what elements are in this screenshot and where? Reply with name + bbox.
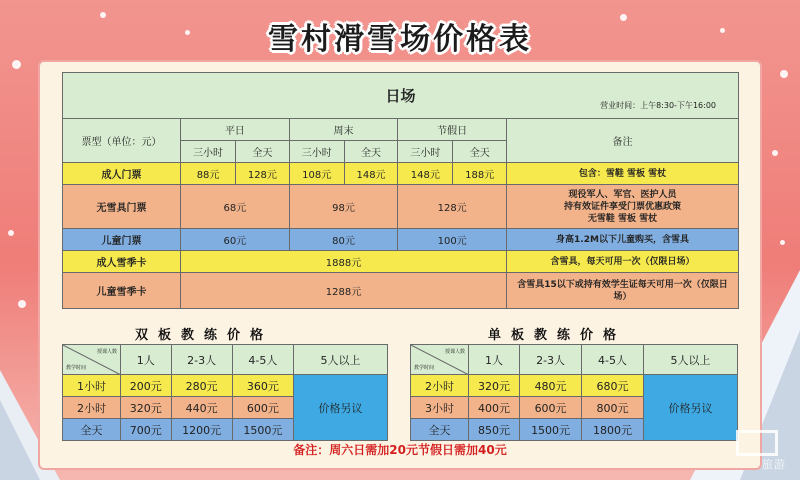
price-cell: 800元 (582, 397, 644, 419)
price-cell: 148元 (344, 163, 398, 185)
price-cell: 320元 (121, 397, 172, 419)
row-label: 无雪具门票 (63, 185, 181, 229)
day-heading: 日场 (385, 87, 416, 105)
diag-label-time: 教学时间 (66, 365, 87, 371)
price-cell: 1800元 (582, 419, 644, 441)
table-row (63, 163, 739, 185)
col-header: 5人以上 (644, 345, 738, 375)
price-cell: 68元 (181, 185, 290, 229)
price-cell: 60元 (181, 229, 290, 251)
price-cell: 1500元 (520, 419, 582, 441)
page-title: 雪村滑雪场价格表 (268, 22, 532, 57)
note-cell: 含雪具，每天可用一次（仅限日场） (507, 251, 739, 273)
price-cell: 200元 (121, 375, 172, 397)
price-cell: 1888元 (181, 251, 507, 273)
double-board-table (62, 344, 388, 441)
row-label: 2小时 (63, 397, 121, 419)
price-cell: 188元 (453, 163, 507, 185)
price-cell: 128元 (398, 185, 507, 229)
col-header: 4-5人 (582, 345, 644, 375)
row-label: 3小时 (411, 397, 469, 419)
price-cell: 1200元 (171, 419, 232, 441)
col-header: 4-5人 (232, 345, 293, 375)
price-cell: 108元 (289, 163, 344, 185)
row-label: 2小时 (411, 375, 469, 397)
watermark-logo-icon (736, 430, 778, 456)
price-cell: 280元 (171, 375, 232, 397)
snowflake-icon (12, 60, 21, 69)
business-hours: 营业时间：上午8:30-下午16:00 (600, 101, 716, 110)
row-label: 成人雪季卡 (63, 251, 181, 273)
diagonal-header (411, 345, 469, 375)
col-full-day: 全天 (236, 141, 290, 163)
diagonal-header (63, 345, 121, 375)
note-cell: 含雪具15以下或持有效学生证每天可用一次（仅限日场） (507, 273, 739, 309)
day-table-header (63, 73, 739, 119)
snowflake-icon (8, 230, 14, 236)
price-cell: 88元 (181, 163, 236, 185)
row-label: 成人门票 (63, 163, 181, 185)
price-cell: 400元 (469, 397, 520, 419)
price-cell: 360元 (232, 375, 293, 397)
row-label: 儿童门票 (63, 229, 181, 251)
negotiable-cell: 价格另议 (294, 375, 388, 441)
col-3h: 三小时 (181, 141, 236, 163)
col-weekend: 周末 (289, 119, 398, 141)
snowflake-icon (18, 300, 26, 308)
price-cell: 440元 (171, 397, 232, 419)
table-row (63, 229, 739, 251)
single-board-title: 单板教练价格 (488, 328, 627, 343)
price-cell: 128元 (236, 163, 290, 185)
col-header: 1人 (469, 345, 520, 375)
col-holiday: 节假日 (398, 119, 507, 141)
price-cell: 700元 (121, 419, 172, 441)
price-cell: 1288元 (181, 273, 507, 309)
col-full-day: 全天 (453, 141, 507, 163)
col-header: 1人 (121, 345, 172, 375)
note-cell: 身高1.2M以下儿童购买，含雪具 (507, 229, 739, 251)
price-cell: 80元 (289, 229, 398, 251)
col-3h: 三小时 (289, 141, 344, 163)
price-cell: 600元 (520, 397, 582, 419)
col-note: 备注 (507, 119, 739, 163)
double-board-title: 双板教练价格 (135, 328, 274, 343)
col-3h: 三小时 (398, 141, 453, 163)
row-label: 全天 (63, 419, 121, 441)
note-cell: 现役军人、军官、医护人员 持有效证件享受门票优惠政策 无雪鞋 雪板 雪杖 (507, 185, 739, 229)
diag-label-people: 授课人数 (96, 349, 117, 355)
col-header: 2-3人 (520, 345, 582, 375)
col-header: 5人以上 (294, 345, 388, 375)
price-cell: 600元 (232, 397, 293, 419)
table-row (63, 185, 739, 229)
price-cell: 680元 (582, 375, 644, 397)
price-cell: 100元 (398, 229, 507, 251)
table-row (411, 375, 738, 397)
negotiable-cell: 价格另议 (644, 375, 738, 441)
table-row (63, 375, 388, 397)
price-cell: 480元 (520, 375, 582, 397)
snowflake-icon (780, 240, 785, 245)
col-ticket-type: 票型（单位：元） (63, 119, 181, 163)
price-cell: 850元 (469, 419, 520, 441)
watermark-text: 旅游 (762, 458, 786, 471)
snowflake-icon (780, 70, 788, 78)
day-ticket-table (62, 72, 739, 309)
diag-label-time: 教学时间 (414, 365, 435, 371)
price-cell: 320元 (469, 375, 520, 397)
table-row (63, 251, 739, 273)
col-header: 2-3人 (171, 345, 232, 375)
row-label: 1小时 (63, 375, 121, 397)
row-label: 儿童雪季卡 (63, 273, 181, 309)
diag-label-people: 授课人数 (444, 349, 465, 355)
single-board-table (410, 344, 738, 441)
snowflake-icon (772, 150, 778, 156)
price-cell: 1500元 (232, 419, 293, 441)
footer-note: 备注：周六日需加20元节假日需加40元 (293, 443, 507, 457)
price-cell: 98元 (289, 185, 398, 229)
table-row (63, 273, 739, 309)
col-full-day: 全天 (344, 141, 398, 163)
note-cell: 包含：雪鞋 雪板 雪杖 (507, 163, 739, 185)
col-weekday: 平日 (181, 119, 290, 141)
row-label: 全天 (411, 419, 469, 441)
price-cell: 148元 (398, 163, 453, 185)
